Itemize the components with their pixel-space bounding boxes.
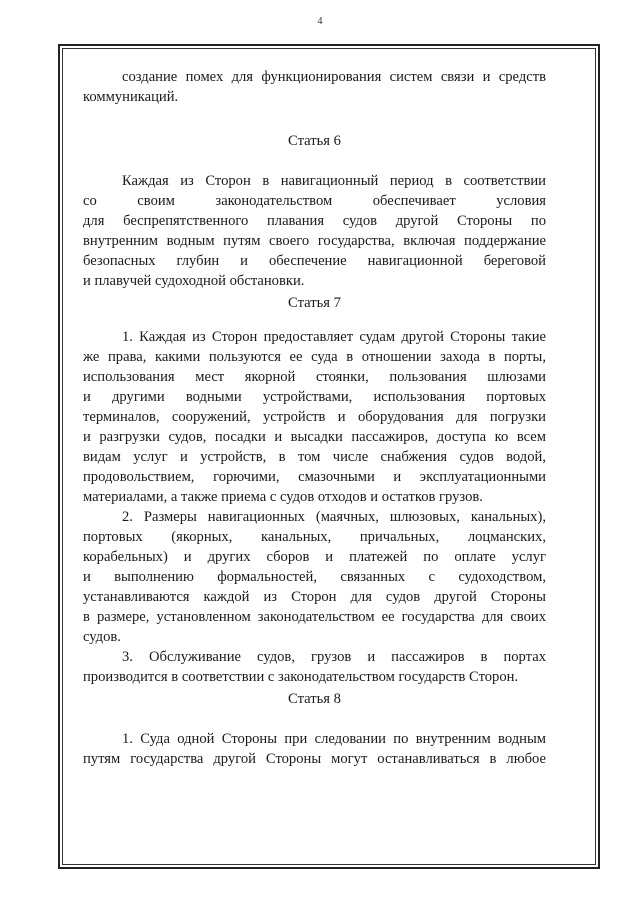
page-number: 4 — [317, 16, 323, 27]
article-7-line-3: использования мест якорной стоянки, пользования шлюзами — [83, 369, 546, 385]
article-7-line-4: и другими водными устройствами, использования портовых — [83, 389, 546, 405]
article-7-line-11: портовых (якорных, канальных, причальных, лоцманских, — [83, 529, 546, 545]
intro-line-2: коммуникаций. — [83, 89, 179, 105]
article-6-line-5: безопасных глубин и обеспечение навигационной береговой — [83, 253, 546, 269]
article-7-line-17: 3. Обслуживание судов, грузов и пассажиров в портах — [122, 649, 546, 665]
article-8-heading: Статья 8 — [288, 691, 341, 707]
article-6-line-6: и плавучей судоходной обстановки. — [83, 273, 305, 289]
article-8-line-2: путям государства другой Стороны могут останавливаться в любое — [83, 751, 546, 767]
article-7-line-7: видам услуг и устройств, в том числе снабжения судов водой, — [83, 449, 546, 465]
article-7-line-12: корабельных) и других сборов и платежей по оплате услуг — [83, 549, 546, 565]
article-7-line-8: продовольствием, горючими, смазочными и эксплуатационными — [83, 469, 546, 485]
article-6-line-4: внутренним водным путям своего государства, включая поддержание — [83, 233, 546, 249]
article-7-line-1: 1. Каждая из Сторон предоставляет судам другой Стороны такие — [122, 329, 546, 345]
article-7-line-6: и разгрузки судов, посадки и высадки пассажиров, доступа ко всем — [83, 429, 546, 445]
article-7-line-2: же права, какими пользуются ее суда в отношении захода в порты, — [83, 349, 546, 365]
article-7-line-18: производится в соответствии с законодательством государств Сторон. — [83, 669, 519, 685]
article-7-line-13: и выполнению формальностей, связанных с судоходством, — [83, 569, 546, 585]
article-8-line-1: 1. Суда одной Стороны при следовании по внутренним водным — [122, 731, 546, 747]
article-6-line-1: Каждая из Сторон в навигационный период в соответствии — [122, 173, 546, 189]
article-7-line-9: материалами, а также приема с судов отходов и остатков грузов. — [83, 489, 483, 505]
article-7-heading: Статья 7 — [288, 295, 341, 311]
article-6-line-2: со своим законодательством обеспечивает условия — [83, 193, 546, 209]
article-7-line-15: в размере, установленном законодательством ее государства для своих — [83, 609, 546, 625]
intro-line-1: создание помех для функционирования систем связи и средств — [122, 69, 546, 85]
article-6-heading: Статья 6 — [288, 133, 341, 149]
article-7-line-14: устанавливаются каждой из Сторон для судов другой Стороны — [83, 589, 546, 605]
article-7-line-16: судов. — [83, 629, 121, 645]
article-7-line-5: терминалов, сооружений, устройств и оборудования для погрузки — [83, 409, 546, 425]
article-7-line-10: 2. Размеры навигационных (маячных, шлюзовых, канальных), — [122, 509, 546, 525]
article-6-line-3: для беспрепятственного плавания судов другой Стороны по — [83, 213, 546, 229]
